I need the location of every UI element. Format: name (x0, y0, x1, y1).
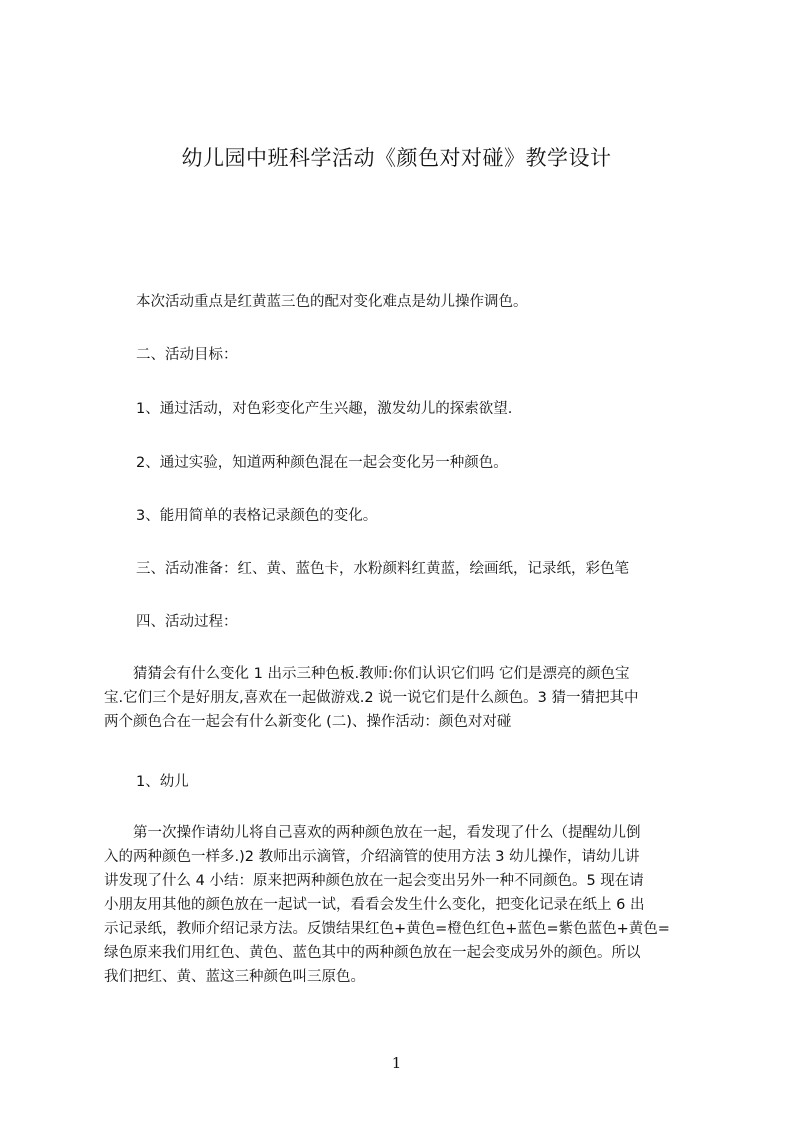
heading-process: 四、活动过程： (136, 614, 238, 630)
operation-line: 入的两种颜色一样多.)2 教师出示滴管，介绍滴管的使用方法 3 幼儿操作，请幼儿讲 (104, 849, 640, 865)
heading-goals: 二、活动目标： (136, 347, 238, 363)
goal-item-2: 2、通过实验，知道两种颜色混在一起会变化另一种颜色。 (136, 455, 508, 471)
process-line: 两个颜色合在一起会有什么新变化 (二)、操作活动：颜色对对碰 (104, 714, 512, 730)
operation-line: 讲发现了什么 4 小结：原来把两种颜色放在一起会变出另外一种不同颜色。5 现在请 (104, 873, 644, 889)
operation-line: 示记录纸，教师介绍记录方法。反馈结果红色+黄色=橙色红色+蓝色=紫色蓝色+黄色= (104, 921, 670, 937)
page-number: 1 (391, 1054, 402, 1072)
operation-line: 我们把红、黄、蓝这三种颜色叫三原色。 (104, 969, 365, 985)
goal-item-3: 3、能用简单的表格记录颜色的变化。 (136, 508, 378, 524)
goal-item-1: 1、通过活动，对色彩变化产生兴趣，激发幼儿的探索欲望. (136, 401, 513, 417)
sub-heading-children: 1、幼儿 (136, 774, 189, 790)
process-paragraph (104, 662, 704, 734)
process-line: 猜猜会有什么变化 1 出示三种色板.教师:你们认识它们吗 它们是漂亮的颜色宝 (104, 666, 630, 682)
paragraph-preparation: 三、活动准备：红、黄、蓝色卡，水粉颜料红黄蓝，绘画纸，记录纸，彩色笔 (136, 561, 629, 577)
operation-line: 第一次操作请幼儿将自己喜欢的两种颜色放在一起，看发现了什么（提醒幼儿倒 (104, 825, 641, 841)
operation-line: 绿色原来我们用红色、黄色、蓝色其中的两种颜色放在一起会变成另外的颜色。所以 (104, 945, 641, 961)
operation-line: 小朋友用其他的颜色放在一起试一试，看看会发生什么变化，把变化记录在纸上 6 出 (104, 897, 645, 913)
process-line: 宝.它们三个是好朋友,喜欢在一起做游戏.2 说一说它们是什么颜色。3 猜一猜把其中 (104, 690, 639, 706)
operation-paragraph (104, 821, 704, 989)
paragraph-focus: 本次活动重点是红黄蓝三色的配对变化难点是幼儿操作调色。 (136, 294, 528, 310)
document-title: 幼儿园中班科学活动《颜色对对碰》教学设计 (181, 146, 612, 170)
